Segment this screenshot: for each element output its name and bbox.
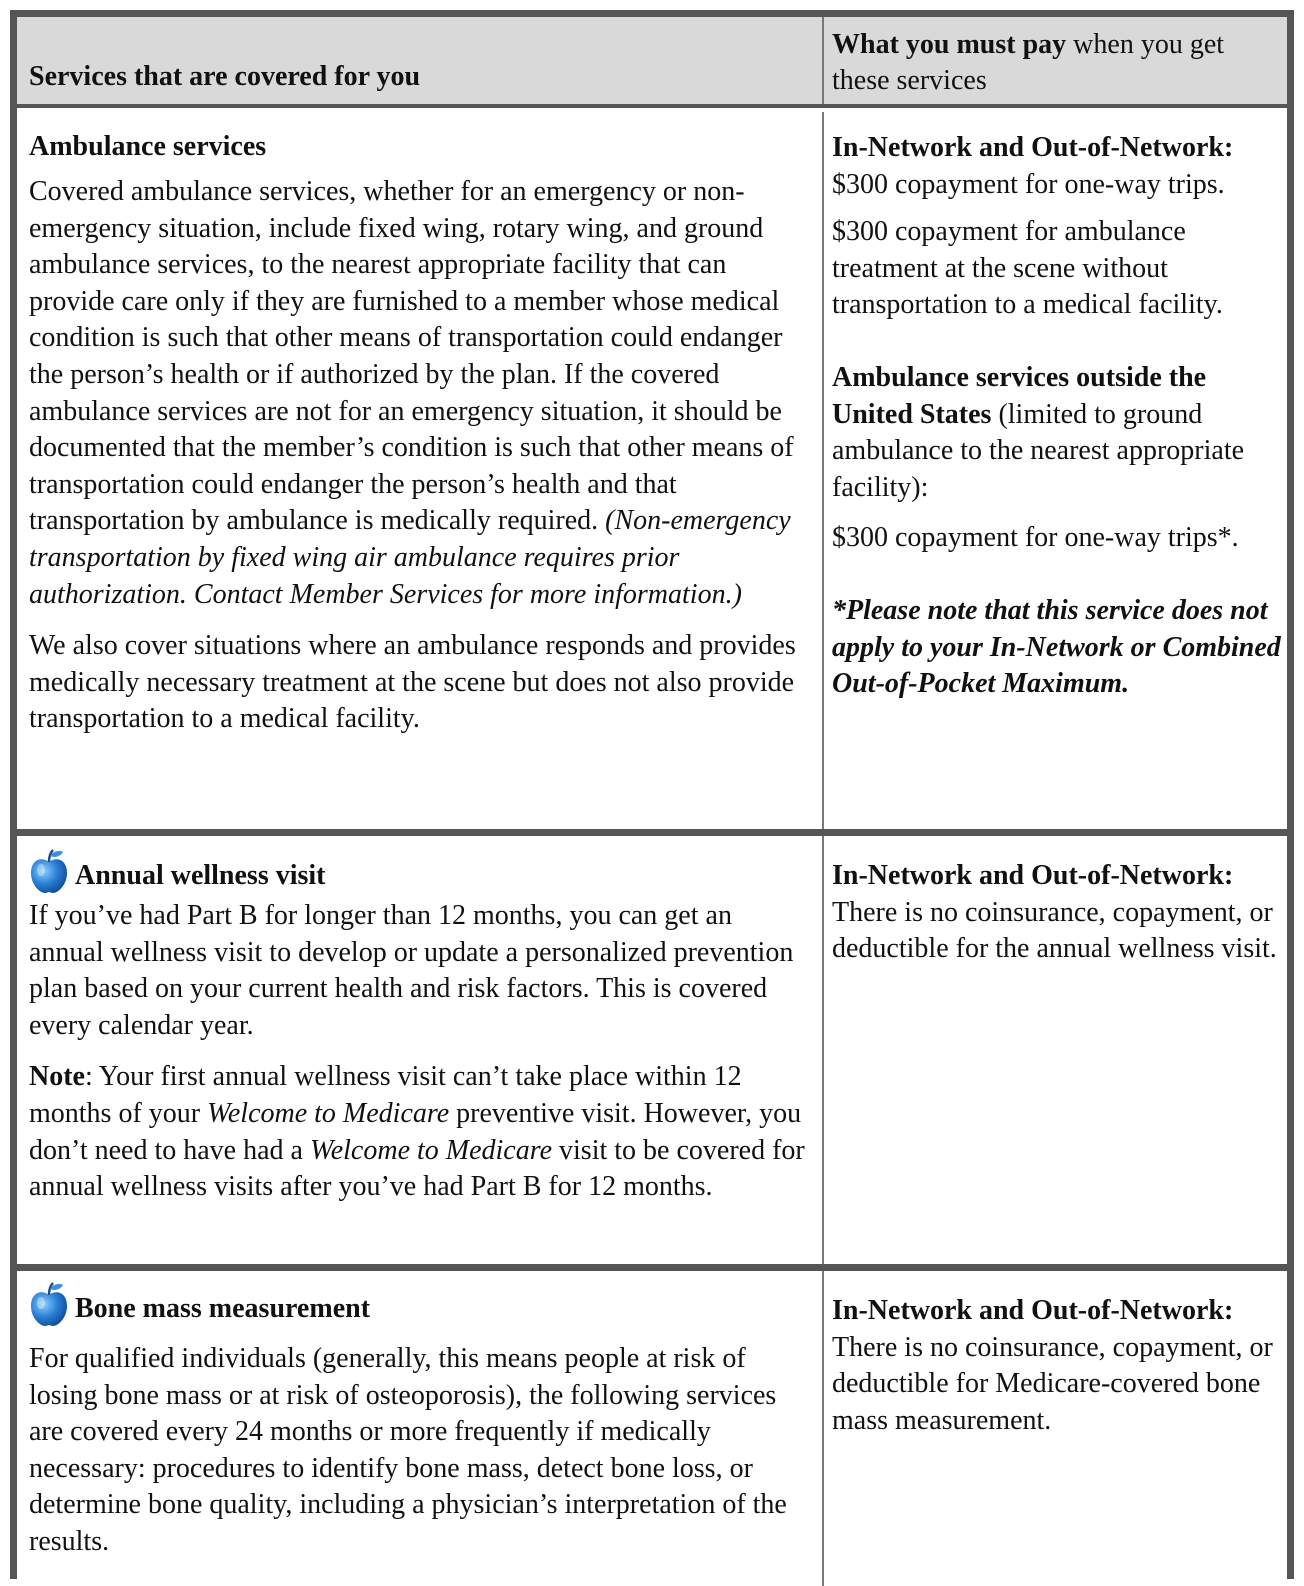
payment-label: In-Network and Out-of-Network: bbox=[832, 132, 1234, 163]
payment-text-4: $300 copayment for one-way trips*. bbox=[832, 522, 1239, 554]
note-italic-1: Welcome to Medicare bbox=[207, 1097, 450, 1129]
payment-value: There is no coinsurance, copayment, or deductible for Medicare-covered bone mass measurement. bbox=[832, 1331, 1273, 1436]
payment-text-3 bbox=[832, 360, 1287, 506]
benefits-table bbox=[10, 10, 1294, 1579]
payment-outside-us-text: (limited to ground ambulance to the nearest appropriate facility): bbox=[832, 398, 1245, 503]
payment-cell bbox=[832, 130, 1287, 703]
payment-footnote: *Please note that this service does not apply to your In-Network or Combined Out-of-Pocket Maximum. bbox=[832, 594, 1281, 700]
note-text-a: : Your first annual wellness visit can’t take place within 12 months of your bbox=[29, 1061, 742, 1129]
header-services-covered: Services that are covered for you bbox=[29, 61, 421, 92]
service-cell bbox=[29, 848, 809, 1206]
apple-icon bbox=[29, 848, 69, 894]
payment-outside-us-label: Ambulance services outside the United States bbox=[832, 361, 1207, 430]
service-title: Bone mass measurement bbox=[75, 1293, 371, 1324]
apple-icon bbox=[29, 1281, 69, 1327]
payment-text bbox=[832, 130, 1287, 203]
column-divider bbox=[822, 17, 824, 104]
service-description bbox=[29, 174, 809, 613]
table-row bbox=[17, 829, 1287, 1264]
service-description-2: We also cover situations where an ambulance responds and provides medically necessary treatment at the scene but does not also provide transportation to a medical facility. bbox=[29, 630, 796, 735]
service-title-line bbox=[29, 848, 809, 894]
table-row bbox=[17, 1264, 1287, 1586]
payment-cell bbox=[832, 1293, 1287, 1439]
note-italic-2: Welcome to Medicare bbox=[309, 1134, 553, 1166]
payment-value: There is no coinsurance, copayment, or deductible for the annual wellness visit. bbox=[832, 896, 1277, 965]
service-title: Ambulance services bbox=[29, 131, 267, 162]
column-divider bbox=[822, 1271, 824, 1586]
column-divider bbox=[822, 836, 824, 1264]
service-description-text: Covered ambulance services, whether for an emergency or non-emergency situation, include fixed wing, rotary wing, and ground ambulance services, to the nearest appropriate facility that can provide care only if they are furnished to a member whose medical condition is such that other means of transportation could endanger the person’s health or if authorized by the plan. If the covered ambulance services are not for an emergency situation, it should be documented that the member’s condition is such that other means of transportation could endanger the person’s health and that transportation by ambulance is medically required. bbox=[29, 176, 794, 537]
table-row bbox=[17, 112, 1287, 829]
header-what-you-pay-bold: What you must pay bbox=[832, 29, 1067, 60]
header-what-you-pay-rest: when you get these services bbox=[832, 29, 1225, 96]
table-header bbox=[17, 17, 1287, 108]
column-divider bbox=[822, 112, 824, 829]
note-text-b: preventive visit. However, you don’t need to have had a bbox=[29, 1097, 802, 1166]
note-text-c: visit to be covered for annual wellness visits after you’ve had Part B for 12 months. bbox=[29, 1134, 805, 1203]
service-cell bbox=[29, 1281, 809, 1561]
service-description: For qualified individuals (generally, this means people at risk of losing bone mass or at risk of osteoporosis), the following services are covered every 24 months or more frequently if medically necessary: procedures to identify bone mass, detect bone loss, or determine bone quality, including a physician’s interpretation of the results. bbox=[29, 1343, 787, 1557]
payment-text bbox=[832, 1293, 1287, 1439]
payment-text bbox=[832, 858, 1287, 968]
service-description: If you’ve had Part B for longer than 12 months, you can get an annual wellness visit to develop or update a personalized prevention plan based on your current health and risk factors. This is covered every calendar year. bbox=[29, 900, 794, 1041]
payment-cell bbox=[832, 858, 1287, 968]
header-what-you-pay bbox=[832, 27, 1287, 99]
note-label: Note bbox=[29, 1061, 85, 1093]
service-title-line bbox=[29, 1281, 809, 1327]
service-description-italic: (Non-emergency transportation by fixed wing air ambulance requires prior authorization. Contact Member Services for more information.) bbox=[29, 505, 791, 610]
service-title: Annual wellness visit bbox=[75, 860, 326, 891]
payment-label: In-Network and Out-of-Network: bbox=[832, 1295, 1234, 1326]
payment-label: In-Network and Out-of-Network: bbox=[832, 860, 1234, 891]
service-cell bbox=[29, 130, 809, 738]
payment-value: $300 copayment for one-way trips. bbox=[832, 168, 1225, 200]
payment-text-2: $300 copayment for ambulance treatment at the scene without transportation to a medical facility. bbox=[832, 216, 1223, 321]
service-note bbox=[29, 1059, 809, 1205]
